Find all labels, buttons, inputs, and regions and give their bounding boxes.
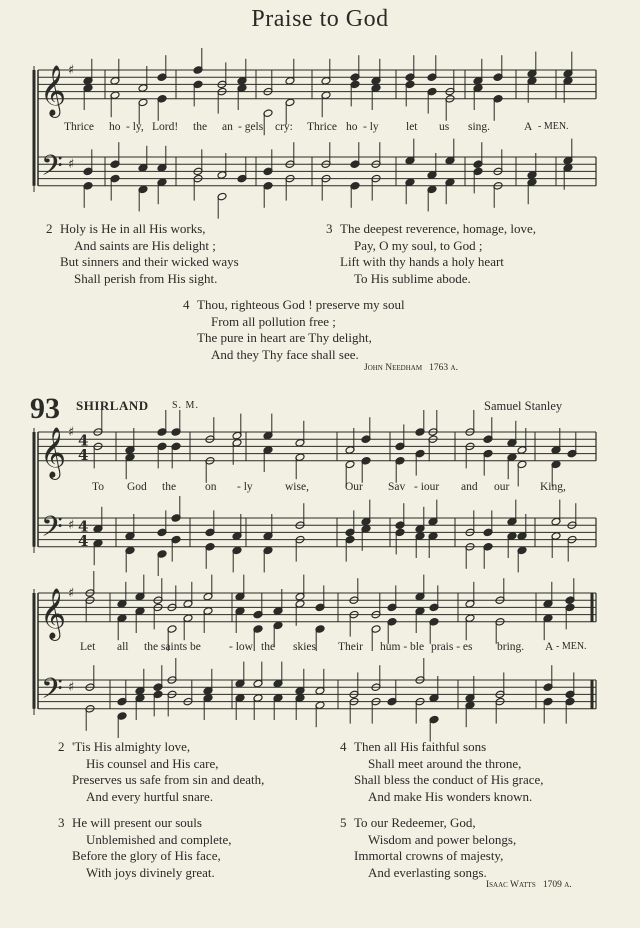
lyric-syllable: and: [461, 481, 478, 493]
hymn92-stanza-4: [183, 297, 405, 363]
stanza-number: 2: [46, 221, 53, 236]
stanza-number: 5: [340, 815, 347, 830]
lyric-syllable: on: [205, 481, 217, 493]
lyric-syllable: A: [524, 121, 533, 133]
lyric-syllable: - ly: [363, 121, 379, 133]
stanza-line: And make His wonders known.: [368, 788, 533, 804]
stanza-line: He will present our souls: [72, 815, 202, 830]
stanza-line: Shall bless the conduct of His grace,: [354, 772, 544, 787]
lyric-syllable: Our: [345, 481, 363, 493]
lyric-syllable: - ly: [237, 481, 253, 493]
lyric-syllable: skies: [293, 641, 316, 653]
stanza-line: And every hurtful snare.: [86, 788, 214, 804]
lyric-syllable: the: [162, 481, 177, 493]
stanza-line: To His sublime abode.: [354, 270, 471, 286]
lyric-syllable: prais - es: [431, 641, 473, 653]
bass-clef: 𝄢: [41, 149, 63, 190]
lyric-syllable: us: [439, 121, 450, 133]
key-signature-sharp: ♯: [68, 680, 75, 696]
lyric-syllable: our: [494, 481, 510, 493]
stanza-line: Thou, righteous God ! preserve my soul: [197, 297, 405, 312]
time-signature-bottom: 4: [78, 445, 89, 464]
lyric-syllable: Let: [80, 641, 96, 653]
lyric-syllable: Thrice: [307, 121, 338, 133]
author-name: Isaac Watts: [486, 880, 536, 890]
lyric-syllable: wise,: [285, 481, 309, 493]
hymn92-stanza-2: [46, 221, 239, 287]
key-signature-sharp: ♯: [68, 518, 75, 534]
stanza-number: 2: [58, 739, 65, 754]
lyric-syllable: all: [117, 641, 129, 653]
stanza-line: Preserves us safe from sin and death,: [72, 772, 265, 787]
lyric-syllable: Thrice: [64, 121, 95, 133]
stanza-line: To our Redeemer, God,: [354, 815, 476, 830]
lyric-syllable: ho: [346, 121, 358, 133]
stanza-number: 4: [340, 739, 347, 754]
hymn92-stanza-3: [326, 221, 536, 287]
time-signature-top: 4: [78, 431, 89, 450]
lyric-syllable: the: [193, 121, 208, 133]
lyric-syllable: sing.: [468, 121, 491, 133]
page-title: Praise to God: [251, 6, 389, 32]
stanza-line: 'Tis His almighty love,: [72, 739, 191, 754]
lyric-syllable: the: [261, 641, 276, 653]
stanza-line: And everlasting songs.: [368, 864, 487, 880]
treble-clef: 𝄞: [40, 426, 67, 478]
lyric-syllable: - low: [229, 641, 253, 653]
hymn93-stanza-5: [340, 815, 517, 881]
key-signature-sharp: ♯: [68, 157, 75, 173]
lyric-syllable: bring.: [497, 641, 525, 653]
stanza-number: 3: [326, 221, 333, 236]
lyric-syllable: the saints be: [144, 641, 201, 653]
lyric-syllable: God: [127, 481, 147, 493]
stanza-line: Before the glory of His face,: [72, 848, 221, 863]
stanza-line: Unblemished and complete,: [86, 831, 232, 847]
lyric-syllable: hum - ble: [380, 641, 425, 653]
stanza-number: 4: [183, 297, 190, 312]
treble-clef: 𝄞: [40, 64, 67, 116]
time-signature-bottom: 4: [78, 531, 89, 550]
lyric-syllable: Sav: [388, 481, 406, 493]
hymn93-stanza-4: [340, 739, 544, 805]
stanza-line: From all pollution free ;: [211, 313, 336, 329]
stanza-line: With joys divinely great.: [86, 864, 215, 880]
hymn-number: 93: [30, 392, 60, 425]
stanza-line: But sinners and their wicked ways: [60, 254, 239, 269]
stanza-line: Then all His faithful sons: [354, 739, 487, 754]
lyric-syllable: - iour: [414, 481, 440, 493]
key-signature-sharp: ♯: [68, 586, 75, 601]
stanza-line: Holy is He in all His works,: [60, 221, 206, 236]
stanza-line: The pure in heart are Thy delight,: [197, 330, 372, 345]
stanza-line: Wisdom and power belongs,: [368, 831, 517, 847]
stanza-line: Shall perish from His sight.: [74, 270, 218, 286]
lyric-syllable: let: [406, 121, 418, 133]
stanza-line: His counsel and His care,: [86, 755, 219, 771]
key-signature-sharp: ♯: [68, 63, 75, 78]
lyric-syllable: Lord!: [152, 121, 179, 133]
lyric-syllable: - MEN.: [538, 121, 569, 132]
lyric-syllable: an: [222, 121, 233, 133]
stanza-line: And saints are His delight ;: [74, 237, 216, 253]
lyric-syllable: ho: [109, 121, 121, 133]
meter: S. M.: [172, 400, 199, 411]
author-name: John Needham: [364, 363, 423, 373]
treble-clef: 𝄞: [40, 587, 67, 639]
stanza-line: Pay, O my soul, to God ;: [354, 237, 483, 253]
hymn92-author-credit: [364, 363, 458, 373]
stanza-line: The deepest reverence, homage, love,: [340, 221, 536, 236]
lyric-syllable: Their: [338, 641, 363, 653]
stanza-number: 3: [58, 815, 65, 830]
lyric-syllable: A: [545, 641, 554, 653]
hymn93-stanza-2: [58, 739, 265, 805]
stanza-line: And they Thy face shall see.: [211, 346, 359, 362]
hymn93-author-credit: [486, 880, 572, 890]
composer-credit: Samuel Stanley: [484, 399, 563, 413]
lyric-syllable: - MEN.: [556, 641, 587, 652]
lyric-syllable: King,: [540, 481, 566, 493]
lyric-syllable: - ly,: [126, 121, 144, 133]
bass-clef: 𝄢: [41, 672, 63, 713]
author-date: 1709 a.: [542, 880, 572, 890]
stanza-line: Shall meet around the throne,: [368, 755, 522, 771]
lyric-syllable: - gels: [238, 121, 264, 133]
time-signature-top: 4: [78, 517, 89, 536]
lyric-syllable: cry:: [275, 121, 293, 133]
stanza-line: Lift with thy hands a holy heart: [340, 254, 504, 269]
bass-clef: 𝄢: [41, 510, 63, 551]
author-date: 1763 a.: [429, 363, 458, 373]
hymn93-stanza-3: [58, 815, 232, 881]
stanza-line: Immortal crowns of majesty,: [354, 848, 504, 863]
tune-name: SHIRLAND: [76, 398, 149, 413]
lyric-syllable: To: [92, 481, 104, 493]
key-signature-sharp: ♯: [68, 425, 75, 440]
